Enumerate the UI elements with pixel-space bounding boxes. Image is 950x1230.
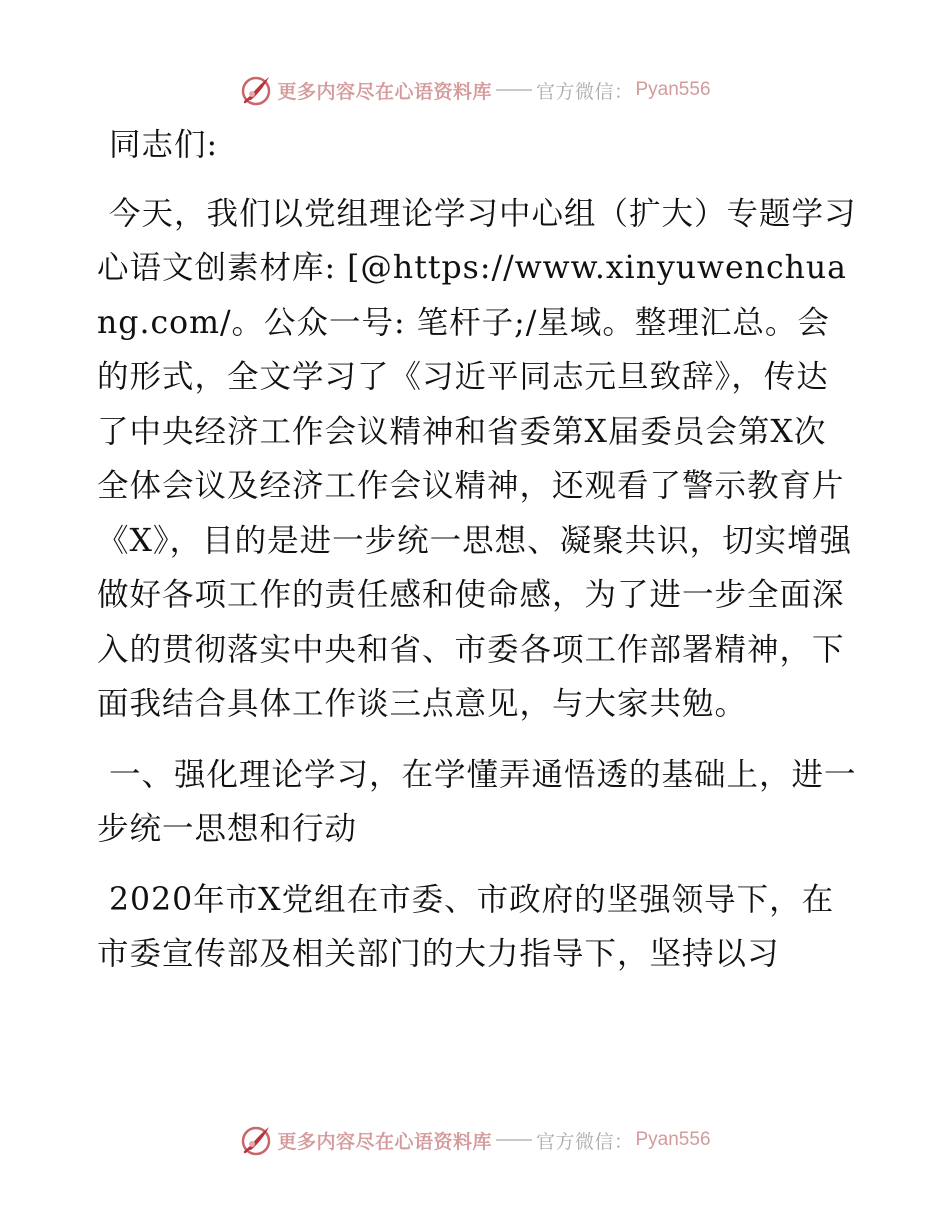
header-watermark <box>0 70 950 110</box>
watermark-brand-text: 更多内容尽在心语资料库 <box>277 1130 492 1153</box>
paragraph-1: 今天，我们以党组理论学习中心组（扩大）专题学习心语文创素材库: [@https://www.xinyuwenchuang.com/。公众一号: 笔杆子;/星域。整理汇总。会的形式，全文学习了《习近平同志元旦致辞》，传达了中央经济工作会议精神和省委第X届委员会第X次全体会议及经济工作会议精神，还观看了警示教育片《X》，目的是进一步统一思想、凝聚共识，切实增强做好各项工作的责任感和使命感，为了进一步全面深入的贯彻落实中央和省、市委各项工作部署精神，下面我结合具体工作谈三点意见，与大家共勉。 <box>97 195 857 722</box>
paragraph-2: 2020年市X党组在市委、市政府的坚强领导下，在市委宣传部及相关部门的大力指导下，坚持以习 <box>97 881 835 972</box>
section-heading-1: 一、强化理论学习，在学懂弄通悟透的基础上，进一步统一思想和行动 <box>97 756 857 847</box>
watermark-dash <box>496 89 532 91</box>
quill-ink-logo-icon <box>239 1123 273 1157</box>
watermark-official-text: 官方微信： <box>535 1130 634 1153</box>
watermark-wechat-id: Pyan556 <box>635 1129 711 1150</box>
watermark-brand-text: 更多内容尽在心语资料库 <box>277 80 492 103</box>
footer-watermark <box>0 1120 950 1160</box>
watermark-dash <box>496 1139 532 1141</box>
document-body <box>97 118 857 998</box>
quill-ink-logo-icon <box>239 73 273 107</box>
watermark-official-text: 官方微信： <box>535 80 634 103</box>
watermark-wechat-id: Pyan556 <box>635 79 711 100</box>
greeting: 同志们: <box>109 127 219 163</box>
